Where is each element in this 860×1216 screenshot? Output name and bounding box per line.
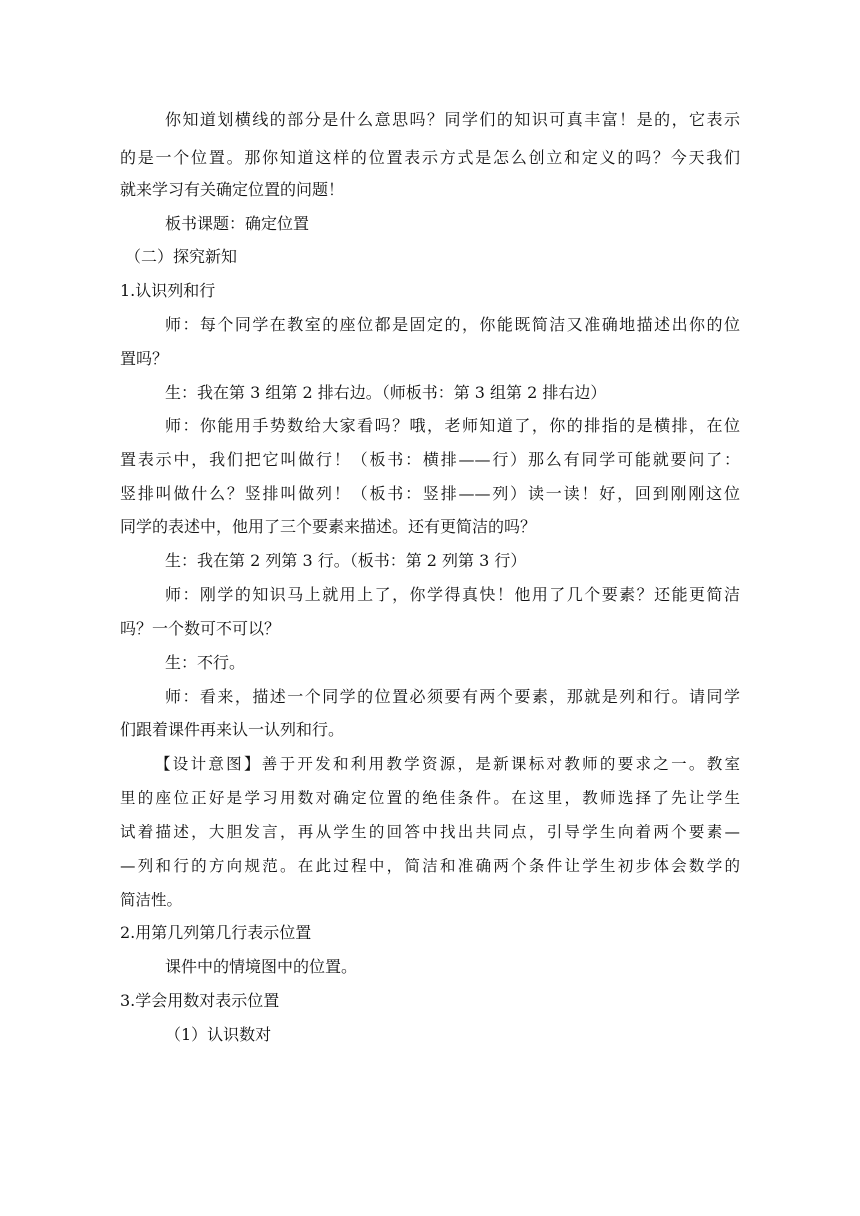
text-line: 竖排叫做什么？竖排叫做列！（板书：竖排——列）读一读！好，回到刚刚这位 [120, 484, 740, 503]
subsection-heading: 1.认识列和行 [120, 281, 216, 300]
text-line: 同学的表述中，他用了三个要素来描述。还有更简洁的吗？ [120, 517, 537, 536]
text-line: 你知道划横线的部分是什么意思吗？同学们的知识可真丰富！是的，它表示 [165, 110, 740, 129]
text-line: 生：我在第 3 组第 2 排右边。（师板书：第 3 组第 2 排右边） [165, 383, 607, 402]
subsection-heading: 3.学会用数对表示位置 [120, 991, 280, 1010]
text-line: 吗？一个数可不可以？ [120, 619, 281, 638]
text-line: 师：刚学的知识马上就用上了，你学得真快！他用了几个要素？还能更简洁 [165, 585, 740, 604]
text-line: 置吗？ [120, 349, 169, 368]
design-intent-line: —列和行的方向规范。在此过程中，简洁和准确两个条件让学生初步体会数学的 [120, 857, 740, 875]
text-line: 置表示中，我们把它叫做行！（板书：横排——行）那么有同学可能就要问了： [120, 450, 740, 469]
text-line: 师：每个同学在教室的座位都是固定的，你能既简洁又准确地描述出你的位 [165, 315, 740, 334]
text-line: 课件中的情境图中的位置。 [165, 957, 358, 976]
text-line: 生：我在第 2 列第 3 行。（板书：第 2 列第 3 行） [165, 551, 527, 570]
design-intent-line: 简洁性。 [120, 891, 183, 909]
subsection-heading: 2.用第几列第几行表示位置 [120, 923, 312, 942]
text-line: 生：不行。 [165, 653, 246, 672]
design-intent-line: 试着描述，大胆发言，再从学生的回答中找出共同点，引导学生向着两个要素— [120, 823, 740, 841]
sub-item-heading: （1）认识数对 [165, 1025, 272, 1044]
text-line: 们跟着课件再来认一认列和行。 [120, 720, 345, 739]
text-line: 就来学习有关确定位置的问题！ [120, 180, 345, 199]
text-line: 师：你能用手势数给大家看吗？哦，老师知道了，你的排指的是横排，在位 [165, 416, 740, 435]
text-line: 板书课题：确定位置 [165, 214, 310, 233]
section-heading: （二）探究新知 [125, 247, 238, 266]
text-line: 师：看来，描述一个同学的位置必须要有两个要素，那就是列和行。请同学 [165, 687, 740, 706]
text-line: 的是一个位置。那你知道这样的位置表示方式是怎么创立和定义的吗？今天我们 [120, 148, 740, 167]
design-intent-line: 里的座位正好是学习用数对确定位置的绝佳条件。在这里，教师选择了先让学生 [120, 789, 740, 807]
design-intent-line: 【设计意图】善于开发和利用教学资源，是新课标对教师的要求之一。教室 [155, 755, 740, 773]
